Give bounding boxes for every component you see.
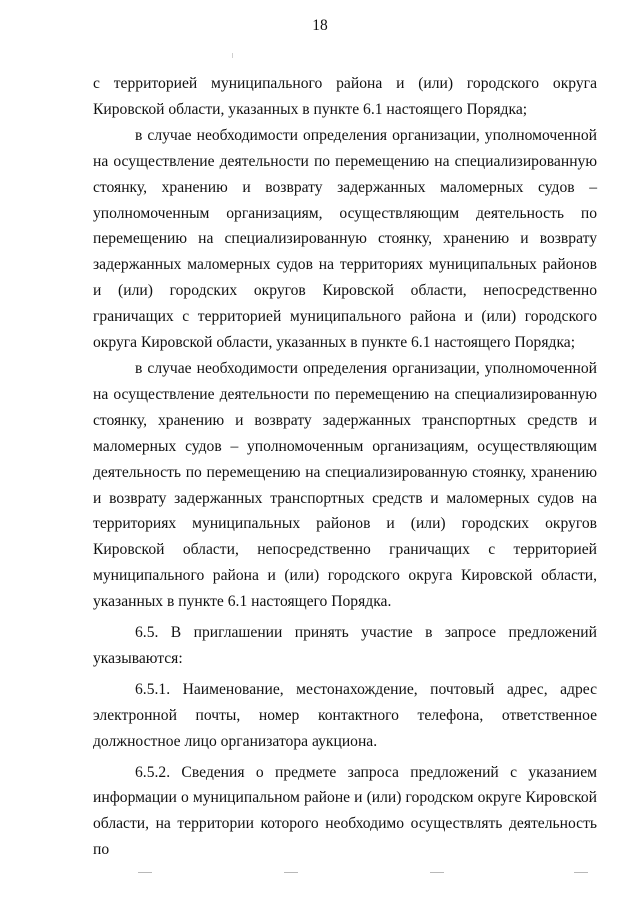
paragraph-6-5-1: 6.5.1. Наименование, местонахождение, почтовый адрес, адрес электронной почты, номер контактного телефона, ответственное должностное лицо организатора аукциона. xyxy=(93,680,597,750)
paragraph-small-vessels: в случае необходимости определения организации, уполномоченной на осуществление деятельности по перемещению на специализированную стоянку, хранению и возврату задержанных маломерных судов – уполномоченным организациям, осуществляющим деятельность по перемещению на специализированную стоянку, хранению и возврату задержанных маломерных судов на территориях муниципальных районов и (или) городских округов Кировской области, непосредственно граничащих с территорией муниципального района и (или) городского округа Кировской области, указанных в пункте 6.1 настоящего Порядка; xyxy=(93,126,597,352)
paragraph-6-5: 6.5. В приглашении принять участие в запросе предложений указываются: xyxy=(93,624,597,667)
paragraph-vehicles-and-vessels: в случае необходимости определения организации, уполномоченной на осуществление деятельности по перемещению на специализированную стоянку, хранению и возврату задержанных транспортных средств и маломерных судов – уполномоченным организациям, осуществляющим деятельность по перемещению на специализированную стоянку, хранению и возврату задержанных транспортных средств и маломерных судов на территориях муниципальных районов и (или) городских округов Кировской области, непосредственно граничащих с территорией муниципального района и (или) городского округа Кировской области, указанных в пункте 6.1 настоящего Порядка. xyxy=(93,359,597,611)
document-body xyxy=(93,71,597,863)
paragraph-continuation: с территорией муниципального района и (или) городского округа Кировской области, указанных в пункте 6.1 настоящего Порядка; xyxy=(93,75,597,118)
scan-speck xyxy=(232,53,233,58)
scan-artifact-mark xyxy=(138,872,152,873)
scan-artifact-mark xyxy=(574,872,588,873)
scan-artifact-mark xyxy=(284,872,298,873)
paragraph-6-5-2: 6.5.2. Сведения о предмете запроса предложений с указанием информации о муниципальном районе и (или) городском округе Кировской области, на территории которого необходимо осуществлять деятельность по xyxy=(93,763,597,859)
scan-speck xyxy=(496,506,497,509)
page-number: 18 xyxy=(312,17,328,34)
scan-artifact-mark xyxy=(430,872,444,873)
